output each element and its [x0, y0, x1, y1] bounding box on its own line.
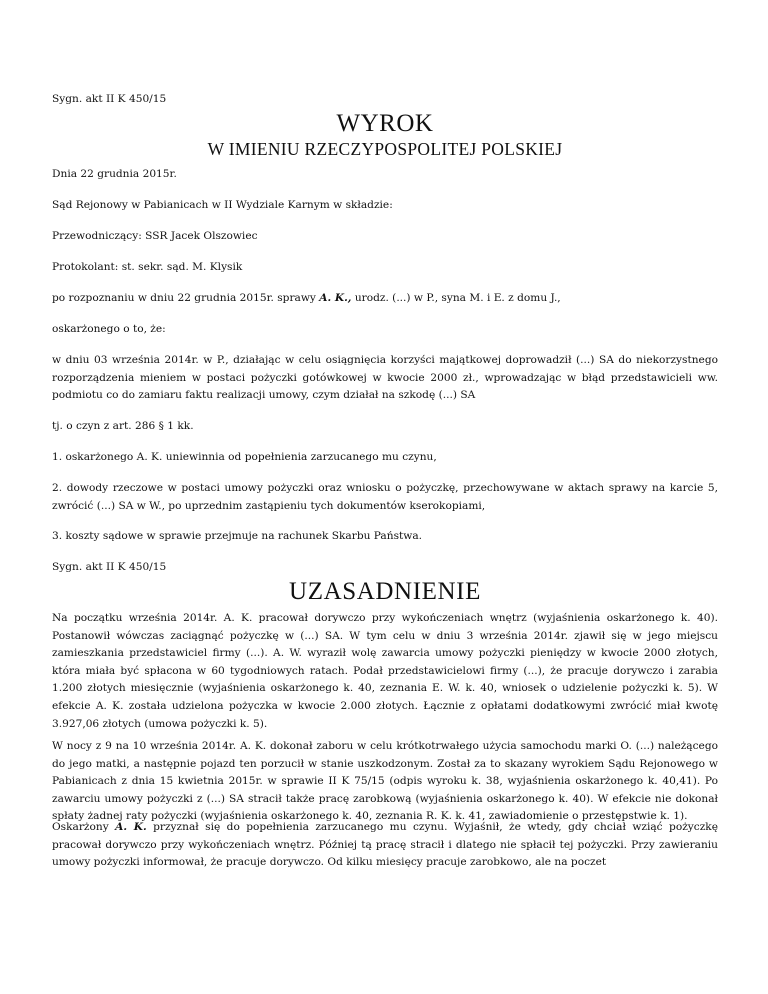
case-post-text: urodz. (...) w P., syna M. i E. z domu J.,	[351, 292, 561, 304]
court-clerk: Protokolant: st. sekr. sąd. M. Klysik	[52, 261, 243, 273]
verdict-point-1: 1. oskarżonego A. K. uniewinnia od popełnienia zarzucanego mu czynu,	[52, 451, 437, 463]
p3-pre-text: Oskarżony	[52, 821, 116, 833]
case-description	[52, 290, 718, 308]
justification-paragraph-2: W nocy z 9 na 10 września 2014r. A. K. dokonał zaboru w celu krótkotrwałego użycia samochodu marki O. (...) należącego do jego matki, a następnie pojazd ten porzucił w stanie uszkodzonym. Został za to skazany wyrokiem Sądu Rejonowego w Pabianicach z dnia 15 kwietnia 2015r. w sprawie II K 75/15 (odpis wyroku k. 38, wyjaśnienia oskarżonego k. 40,41). Po zawarciu umowy pożyczki z (...) SA stracił także pracę zarobkową (wyjaśnienia oskarżonego k. 40). W efekcie nie dokonał spłaty żadnej raty pożyczki (wyjaśnienia oskarżonego k. 40, zeznania R. K. k. 41, zawiadomienie o przestępstwie k. 1).	[52, 740, 718, 823]
accused-of-label: oskarżonego o to, że:	[52, 323, 166, 335]
legal-article: tj. o czyn z art. 286 § 1 kk.	[52, 420, 194, 432]
presiding-judge: Przewodniczący: SSR Jacek Olszowiec	[52, 230, 258, 242]
charge-paragraph: w dniu 03 września 2014r. w P., działając w celu osiągnięcia korzyści majątkowej doprowadził (...) SA do niekorzystnego rozporządzenia mieniem w postaci pożyczki gotówkowej w kwocie 2000 zł., wprowadzając w błąd przedstawicieli ww. podmiotu co do zamiaru faktu realizacji umowy, czym działał na szkodę (...) SA	[52, 354, 718, 402]
justification-paragraph-1: Na początku września 2014r. A. K. pracował dorywczo przy wykończeniach wnętrz (wyjaśnienia oskarżonego k. 40). Postanowił wówczas zaciągnąć pożyczkę w (...) SA. W tym celu w dniu 3 września 2014r. zjawił się w jego miejscu zamieszkania przedstawiciel firmy (...). A. W. wyraził wolę zawarcia umowy pożyczki pieniędzy w kwocie 2000 złotych, która miała być spłacona w 60 tygodniowych ratach. Podał przedstawicielowi firmy (...), że pracuje dorywczo i zarabia 1.200 złotych miesięcznie (wyjaśnienia oskarżonego k. 40, zeznania E. W. k. 40, wniosek o udzielenie pożyczki k. 5). W efekcie A. K. została udzielona pożyczka w kwocie 2.000 złotych. Łącznie z opłatami dodatkowymi zwrócić miał kwotę 3.927,06 złotych (umowa pożyczki k. 5).	[52, 612, 718, 730]
justification-paragraph-3	[52, 819, 718, 872]
case-signature: Sygn. akt II K 450/15	[52, 93, 167, 105]
verdict-title: WYROK	[336, 110, 434, 137]
case-pre-text: po rozpoznaniu w dniu 22 grudnia 2015r. sprawy	[52, 292, 320, 304]
court-composition: Sąd Rejonowy w Pabianicach w II Wydziale Karnym w składzie:	[52, 199, 393, 211]
justification-signature: Sygn. akt II K 450/15	[52, 561, 167, 573]
p3-post-text: przyznał się do popełnienia zarzucanego mu czynu. Wyjaśnił, że wtedy, gdy chciał wziąć pożyczkę pracował dorywczo przy wykończeniach wnętrz. Później tą pracę stracił i dlatego nie spłacił tej pożyczki. Przy zawieraniu umowy pożyczki informował, że pracuje dorywczo. Od kilku miesięcy pracuje zarobkowo, ale na poczet	[52, 821, 718, 869]
verdict-point-3: 3. koszty sądowe w sprawie przejmuje na rachunek Skarbu Państwa.	[52, 530, 423, 542]
verdict-subtitle: W IMIENIU RZECZYPOSPOLITEJ POLSKIEJ	[207, 139, 563, 159]
accused-name: A. K.,	[319, 292, 352, 304]
p3-accused-name: A. K.	[115, 821, 147, 833]
verdict-date: Dnia 22 grudnia 2015r.	[52, 168, 177, 180]
verdict-point-2: 2. dowody rzeczowe w postaci umowy pożyczki oraz wniosku o pożyczkę, przechowywane w aktach sprawy na karcie 5, zwrócić (...) SA w W., po uprzednim zastąpieniu tych dokumentów kserokopiami,	[52, 482, 718, 512]
justification-title: UZASADNIENIE	[289, 578, 481, 605]
